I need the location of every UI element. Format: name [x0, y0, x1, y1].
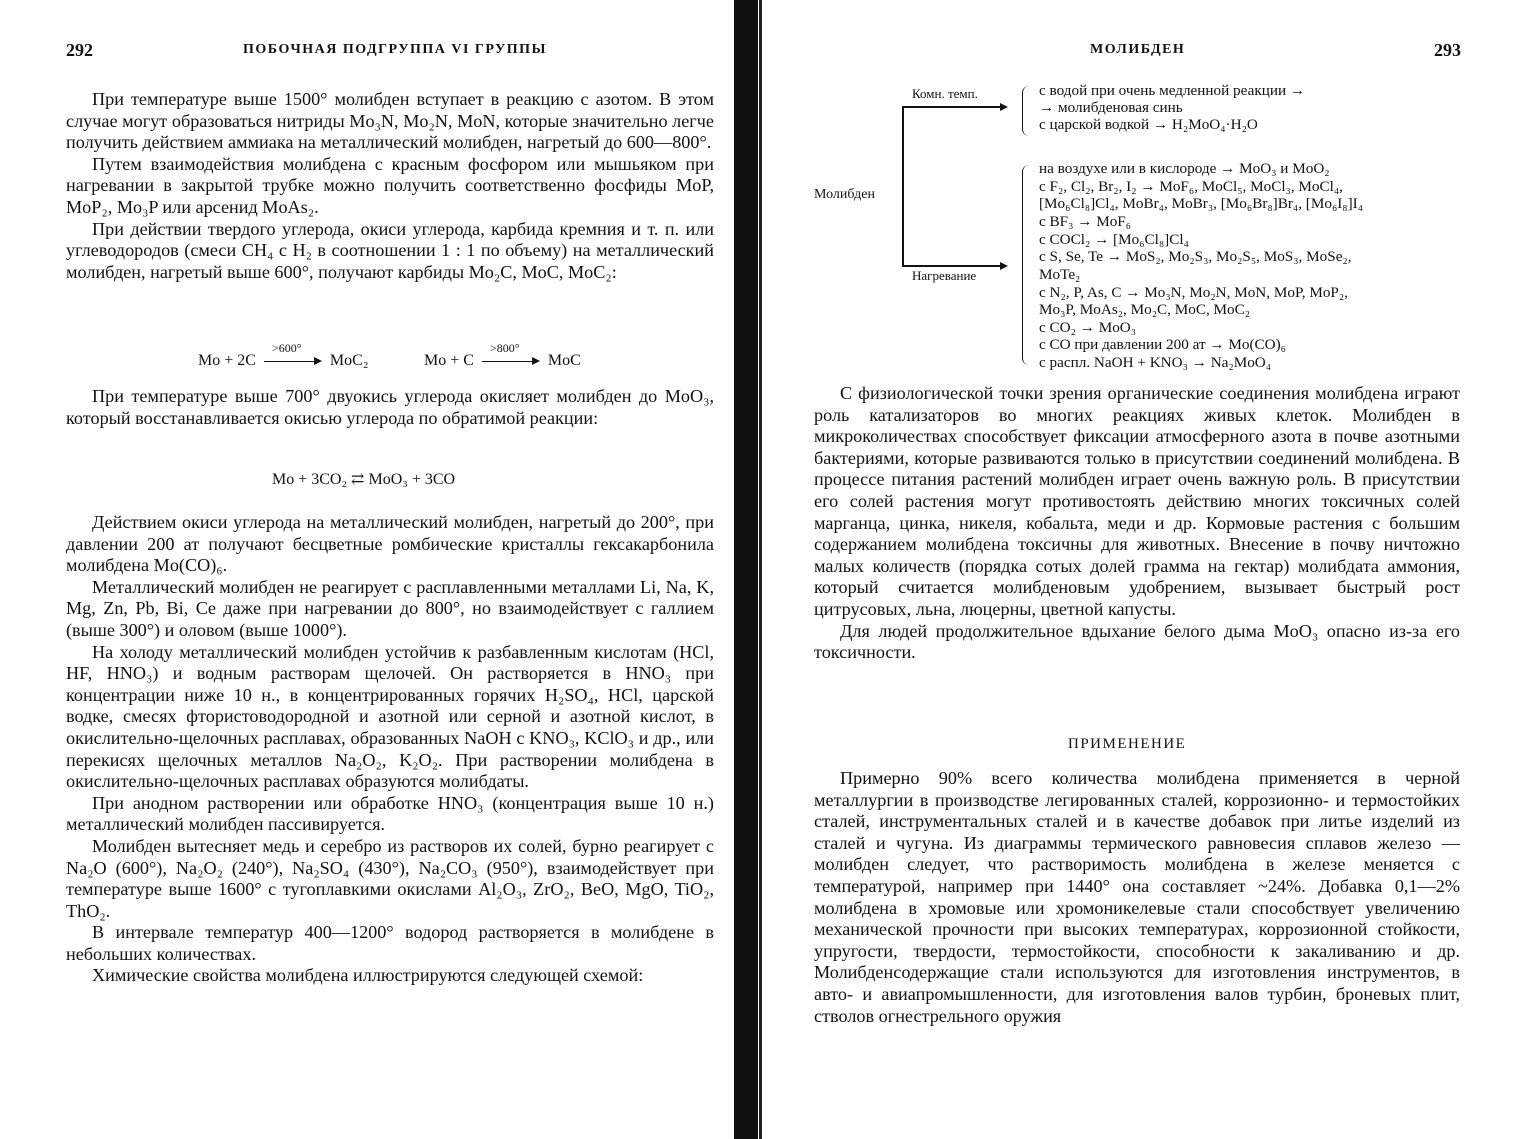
reaction-formula: Mo + 3CO₂ ⇄ MoO₃ + 3CO	[272, 471, 456, 488]
scheme-connector	[902, 106, 904, 266]
reaction-formula	[198, 341, 369, 370]
scheme-line: с BF₃ → MoF₆	[1039, 213, 1132, 230]
scheme-line: на воздухе или в кислороде → MoO₃ и MoO₂	[1039, 160, 1330, 177]
scheme-line: [Mo₆Cl₈]Cl₄, MoBr₄, MoBr₃, [Mo₆Br₈]Br₄, [Mo₆I₈]I₄	[1039, 195, 1364, 212]
scheme-connector	[902, 106, 1002, 108]
running-head: МОЛИБДЕН	[1090, 42, 1186, 57]
formula-reactants: Mo + C	[424, 352, 474, 369]
running-head: ПОБОЧНАЯ ПОДГРУППА VI ГРУППЫ	[243, 42, 547, 57]
reaction-condition: >600°	[271, 341, 302, 356]
paragraph: При температуре выше 700° двуокись углерода окисляет молибден до MoO₃, который восстанавливается окисью углерода по обратимой реакции:	[66, 386, 714, 428]
section-heading: ПРИМЕНЕНИЕ	[1068, 736, 1187, 752]
brace-icon	[1022, 165, 1029, 365]
scheme-line: с CO₂ → MoO₃	[1039, 319, 1137, 336]
scheme-root: Молибден	[814, 187, 875, 202]
scheme-line: MoTe₂	[1039, 266, 1081, 283]
scheme-line: с водой при очень медленной реакции →	[1039, 82, 1306, 99]
book-gutter-edge	[759, 0, 762, 1139]
scheme-line: → молибденовая синь	[1039, 99, 1183, 116]
scheme-line: Mo₃P, MoAs₂, Mo₂C, MoC, MoC₂	[1039, 301, 1251, 318]
text-block	[66, 386, 714, 429]
reaction-condition: >800°	[489, 341, 520, 356]
scheme-line: с N₂, P, As, C → Mo₃N, Mo₂N, MoN, MoP, MoP₂,	[1039, 284, 1348, 301]
text-block	[66, 89, 714, 283]
paragraph: При анодном растворении или обработке HNO₃ (концентрация выше 10 н.) металлический молибден пассивируется.	[66, 792, 714, 835]
paragraph: Путем взаимодействия молибдена с красным фосфором или мышьяком при нагревании в закрытой трубке можно получить соответственно фосфиды MoP, MoP₂, Mo₃P или арсенид MoAs₂.	[66, 153, 714, 217]
branch-label: Нагревание	[912, 268, 977, 283]
formula-product: MoC	[547, 352, 581, 369]
book-gutter	[734, 0, 758, 1139]
arrow-icon	[1000, 103, 1008, 111]
paragraph: Химические свойства молибдена иллюстрируются следующей схемой:	[92, 965, 644, 986]
scheme-line: с распл. NaOH + KNO₃ → Na₂MoO₄	[1039, 354, 1272, 371]
paragraph: Молибден вытесняет медь и серебро из растворов их солей, бурно реагирует с Na₂O (600°), Na₂O₂ (240°), Na₂SO₄ (430°), Na₂CO₃ (950°), взаимодействует при температуре выше 1600° с тугоплавкими окислами Al₂O₃, ZrO₂, BeO, MgO, TiO₂, ThO₂.	[66, 835, 714, 921]
arrow-icon	[482, 341, 540, 368]
scheme-line: с COCl₂ → [Mo₆Cl₈]Cl₄	[1039, 231, 1189, 248]
paragraph: Металлический молибден не реагирует с расплавленными металлами Li, Na, K, Mg, Zn, Pb, Bi, Ce даже при нагревании до 800°, но взаимодействует с галлием (выше 300°) и оловом (выше 1000°).	[66, 576, 714, 640]
paragraph: На холоду металлический молибден устойчив к разбавленным кислотам (HCl, HF, HNO₃) и водным растворам щелочей. Он растворяется в HNO₃ при концентрации ниже 10 н., в концентрированных горячих H₂SO₄, HCl, царской водке, смесях фтористоводородной и азотной или серной и азотной кислот, в окислительно-щелочных расплавах, образованных NaOH с KNO₃, KClO₃ и др., или перекисях щелочных металлов Na₂O₂, K₂O₂. При растворении молибдена в окислительно-щелочных расплавах образуются молибдаты.	[66, 641, 714, 792]
paragraph: В интервале температур 400—1200° водород растворяется в молибдене в небольших количествах.	[66, 922, 714, 964]
paragraph: Действием окиси углерода на металлический молибден, нагретый до 200°, при давлении 200 ат получают бесцветные ромбические кристаллы гексакарбонила молибдена Mo(CO)₆.	[66, 512, 714, 576]
page-number: 292	[66, 40, 93, 60]
right-page	[766, 0, 1514, 1139]
reaction-formula	[424, 341, 581, 370]
scheme-line: с F₂, Cl₂, Br₂, I₂ → MoF₆, MoCl₅, MoCl₃, MoCl₄,	[1039, 178, 1343, 195]
paragraph: При действии твердого углерода, окиси углерода, карбида кремния и т. п. или углеводородов (смеси CH₄ с H₂ в соотношении 1 : 1 по объему) на металлический молибден, нагретый выше 600°, получают карбиды Mo₂C, MoC, MoC₂:	[66, 218, 714, 282]
branch-label: Комн. темп.	[912, 86, 978, 101]
text-block	[66, 512, 714, 987]
left-page	[0, 0, 734, 1139]
arrow-icon	[1000, 262, 1008, 270]
scheme-connector	[902, 265, 1002, 267]
paragraph: С физиологической точки зрения органические соединения молибдена играют роль катализаторов во многих реакциях живых клеток. Молибден в микроколичествах способствует фиксации атмосферного азота в почве азотными бактериями, которые развиваются только в присутствии соединений молибдена. В процессе питания растений молибден играет очень важную роль. В присутствии его солей растения могут противостоять действию многих токсичных солей марганца, цинка, никеля, кобальта, меди и др. Кормовые растения с большим содержанием молибдена токсичны для животных. Внесение в почву ничтожно малых количеств (порядка сотых долей грамма на гектар) молибдата аммония, который считается молибденовым удобрением, вызывает быстрый рост цитрусовых, льна, люцерны, цветной капусты.	[814, 383, 1460, 619]
scheme-line: с CO при давлении 200 ат → Mo(CO)₆	[1039, 336, 1286, 353]
brace-icon	[1022, 86, 1029, 136]
page-number: 293	[1434, 40, 1461, 60]
formula-product: MoC₂	[329, 352, 369, 369]
paragraph: Примерно 90% всего количества молибдена применяется в черной металлургии в производстве легированных сталей, коррозионно- и термостойких сталей, инструментальных сталей и в качестве добавок при литье изделий из сталей и чугуна. Из диаграммы термического равновесия сплавов железо — молибден следует, что растворимость молибдена в железе меняется с температурой, например при 1440° она составляет ~24%. Добавка 0,1—2% молибдена в хромовые или хромоникелевые стали способствует увеличению механической прочности при высоких температурах, коррозионной стойкости, упругости, твердости, термостойкости, способности к закаливанию и др. Молибденсодержащие стали используются для изготовления инструментов, в авто- и авиапромышленности, для изготовления валов турбин, броневых плит, стволов огнестрельного оружия	[814, 768, 1460, 1026]
text-block	[814, 768, 1460, 1027]
scheme-line: с S, Se, Te → MoS₂, Mo₂S₃, Mo₂S₅, MoS₃, MoSe₂,	[1039, 248, 1352, 265]
paragraph: Для людей продолжительное вдыхание белого дыма MoO₃ опасно из-за его токсичности.	[814, 620, 1460, 663]
arrow-icon	[264, 341, 322, 368]
scheme-line: с царской водкой → H₂MoO₄·H₂O	[1039, 116, 1258, 133]
paragraph: При температуре выше 1500° молибден вступает в реакцию с азотом. В этом случае могут образоваться нитриды Mo₃N, Mo₂N, MoN, которые значительно легче получить действием аммиака на металлический молибден, нагретый до 600—800°.	[66, 89, 714, 153]
text-block	[814, 383, 1460, 664]
formula-reactants: Mo + 2C	[198, 352, 256, 369]
